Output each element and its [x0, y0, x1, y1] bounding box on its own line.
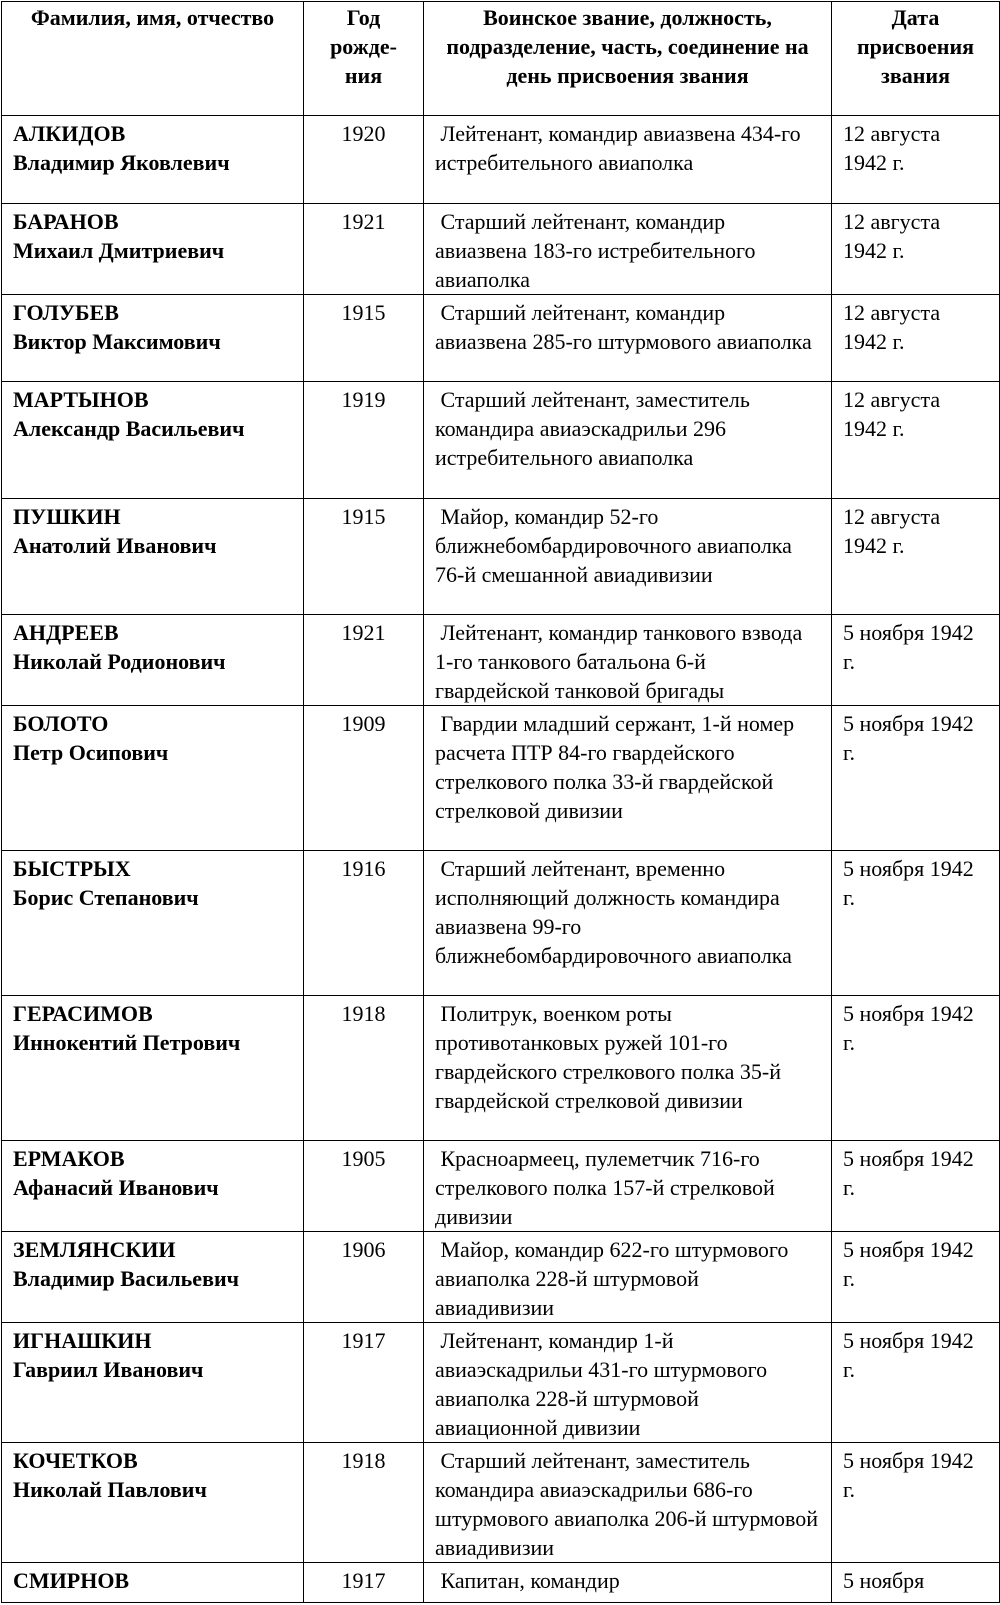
cell-full-name: [2, 116, 304, 204]
surname: БЫСТРЫХ: [13, 856, 131, 881]
cell-birth-year: 1917: [304, 1323, 424, 1443]
cell-birth-year: 1920: [304, 116, 424, 204]
given-names: Петр Осипович: [13, 740, 169, 765]
surname: АНДРЕЕВ: [13, 620, 119, 645]
header-post: Воинское звание, должность, подразделение, часть, соединение на день присвоения звания: [424, 2, 832, 116]
table-row: [2, 204, 1000, 295]
table-row: [2, 499, 1000, 615]
cell-full-name: [2, 1232, 304, 1323]
given-names: Владимир Васильевич: [13, 1266, 240, 1291]
cell-award-date: 5 ноября 1942 г.: [832, 615, 1000, 706]
cell-rank-position: Красноармеец, пулеметчик 716-го стрелкового полка 157-й стрелковой дивизии: [424, 1141, 832, 1232]
cell-award-date: 12 августа 1942 г.: [832, 382, 1000, 499]
table-row: [2, 996, 1000, 1141]
awards-table: [1, 1, 1000, 1603]
cell-rank-position: Лейтенант, командир авиазвена 434-го истребительного авиаполка: [424, 116, 832, 204]
header-name: Фамилия, имя, отчество: [2, 2, 304, 116]
surname: БОЛОТО: [13, 711, 109, 736]
surname: ЗЕМЛЯНСКИИ: [13, 1237, 176, 1262]
surname: ИГНАШКИН: [13, 1328, 152, 1353]
cell-award-date: 12 августа 1942 г.: [832, 116, 1000, 204]
table-row: [2, 1443, 1000, 1563]
cell-birth-year: 1918: [304, 996, 424, 1141]
header-row: [2, 2, 1000, 116]
cell-full-name: [2, 615, 304, 706]
given-names: Афанасий Иванович: [13, 1175, 219, 1200]
cell-rank-position: Лейтенант, командир 1-й авиаэскадрильи 431-го штурмового авиаполка 228-й штурмовой авиационной дивизии: [424, 1323, 832, 1443]
cell-award-date: 5 ноября 1942 г.: [832, 1141, 1000, 1232]
table-row: [2, 1563, 1000, 1603]
given-names: Борис Степанович: [13, 885, 199, 910]
table-row: [2, 615, 1000, 706]
cell-full-name: [2, 295, 304, 382]
given-names: Михаил Дмитриевич: [13, 238, 225, 263]
cell-rank-position: Старший лейтенант, заместитель командира авиаэскадрильи 686-го штурмового авиаполка 206-й штурмовой авиадивизии: [424, 1443, 832, 1563]
cell-birth-year: 1916: [304, 851, 424, 996]
surname: ЕРМАКОВ: [13, 1146, 125, 1171]
cell-full-name: [2, 382, 304, 499]
cell-birth-year: 1906: [304, 1232, 424, 1323]
cell-award-date: 12 августа 1942 г.: [832, 204, 1000, 295]
cell-birth-year: 1918: [304, 1443, 424, 1563]
cell-award-date: 12 августа 1942 г.: [832, 499, 1000, 615]
cell-award-date: 5 ноября 1942 г.: [832, 996, 1000, 1141]
cell-rank-position: Старший лейтенант, заместитель командира авиаэскадрильи 296 истребительного авиаполка: [424, 382, 832, 499]
cell-rank-position: Лейтенант, командир танкового взвода 1-го танкового батальона 6-й гвардейской танковой бригады: [424, 615, 832, 706]
given-names: Владимир Яковлевич: [13, 150, 230, 175]
cell-full-name: [2, 1563, 304, 1603]
surname: ПУШКИН: [13, 504, 121, 529]
cell-rank-position: Майор, командир 52-го ближнебомбардировочного авиаполка 76-й смешанной авиадивизии: [424, 499, 832, 615]
cell-rank-position: Майор, командир 622-го штурмового авиаполка 228-й штурмовой авиадивизии: [424, 1232, 832, 1323]
given-names: Николай Родионович: [13, 649, 226, 674]
cell-birth-year: 1917: [304, 1563, 424, 1603]
cell-birth-year: 1921: [304, 615, 424, 706]
cell-birth-year: 1905: [304, 1141, 424, 1232]
cell-rank-position: Политрук, военком роты противотанковых ружей 101-го гвардейского стрелкового полка 35-й гвардейской стрелковой дивизии: [424, 996, 832, 1141]
cell-award-date: 5 ноября 1942 г.: [832, 1443, 1000, 1563]
cell-award-date: 5 ноября 1942 г.: [832, 851, 1000, 996]
given-names: Иннокентий Петрович: [13, 1030, 241, 1055]
cell-full-name: [2, 851, 304, 996]
cell-birth-year: 1921: [304, 204, 424, 295]
surname: БАРАНОВ: [13, 209, 119, 234]
cell-full-name: [2, 1443, 304, 1563]
cell-award-date: 5 ноября 1942 г.: [832, 706, 1000, 851]
surname: ГОЛУБЕВ: [13, 300, 119, 325]
surname: АЛКИДОВ: [13, 121, 126, 146]
cell-award-date: 12 августа 1942 г.: [832, 295, 1000, 382]
cell-rank-position: Капитан, командир: [424, 1563, 832, 1603]
surname: МАРТЫНОВ: [13, 387, 149, 412]
cell-full-name: [2, 996, 304, 1141]
cell-birth-year: 1909: [304, 706, 424, 851]
cell-rank-position: Старший лейтенант, временно исполняющий должность командира авиазвена 99-го ближнебомбардировочного авиаполка: [424, 851, 832, 996]
cell-rank-position: Старший лейтенант, командир авиазвена 183-го истребительного авиаполка: [424, 204, 832, 295]
given-names: Анатолий Иванович: [13, 533, 217, 558]
cell-award-date: 5 ноября: [832, 1563, 1000, 1603]
table-row: [2, 116, 1000, 204]
surname: ГЕРАСИМОВ: [13, 1001, 153, 1026]
surname: СМИРНОВ: [13, 1568, 130, 1593]
cell-birth-year: 1915: [304, 295, 424, 382]
cell-full-name: [2, 706, 304, 851]
cell-full-name: [2, 1141, 304, 1232]
given-names: Николай Павлович: [13, 1477, 207, 1502]
given-names: Гавриил Иванович: [13, 1357, 204, 1382]
cell-rank-position: Гвардии младший сержант, 1-й номер расчета ПТР 84-го гвардейского стрелкового полка 33-й гвардейской стрелковой дивизии: [424, 706, 832, 851]
table-row: [2, 706, 1000, 851]
table-row: [2, 1141, 1000, 1232]
cell-full-name: [2, 499, 304, 615]
table-row: [2, 1232, 1000, 1323]
table-row: [2, 295, 1000, 382]
header-year: Год рожде-ния: [304, 2, 424, 116]
table-row: [2, 1323, 1000, 1443]
table-row: [2, 382, 1000, 499]
cell-award-date: 5 ноября 1942 г.: [832, 1232, 1000, 1323]
header-date: Дата присвоения звания: [832, 2, 1000, 116]
cell-rank-position: Старший лейтенант, командир авиазвена 285-го штурмового авиаполка: [424, 295, 832, 382]
cell-birth-year: 1919: [304, 382, 424, 499]
cell-full-name: [2, 204, 304, 295]
cell-award-date: 5 ноября 1942 г.: [832, 1323, 1000, 1443]
cell-birth-year: 1915: [304, 499, 424, 615]
surname: КОЧЕТКОВ: [13, 1448, 138, 1473]
given-names: Виктор Максимович: [13, 329, 221, 354]
table-row: [2, 851, 1000, 996]
cell-full-name: [2, 1323, 304, 1443]
given-names: Александр Васильевич: [13, 416, 245, 441]
